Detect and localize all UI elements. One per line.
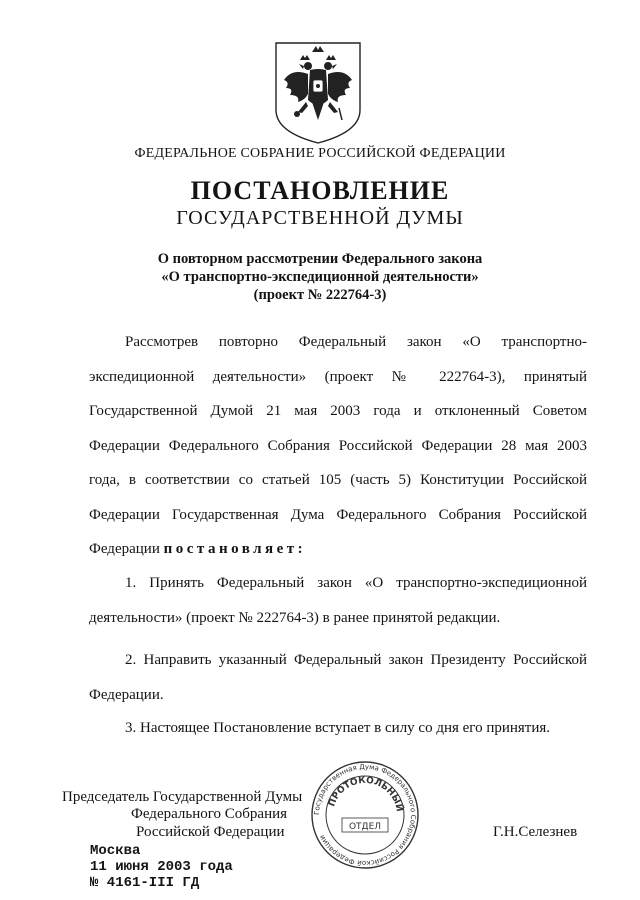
svg-text:ПРОТОКОЛЬНЫЙ: ПРОТОКОЛЬНЫЙ: [327, 775, 404, 813]
svg-text:ОТДЕЛ: ОТДЕЛ: [348, 822, 382, 832]
preamble-line: года, в соответствии со статьей 105 (часть 5) Конституции Российской: [89, 472, 587, 488]
parliament-heading: ФЕДЕРАЛЬНОЕ СОБРАНИЕ РОССИЙСКОЙ ФЕДЕРАЦИИ: [134, 146, 506, 161]
resolves-word: постановляет:: [163, 541, 307, 557]
preamble-last-prefix: Федерации: [89, 541, 160, 557]
preamble-line: Рассмотрев повторно Федеральный закон «О транспортно-: [125, 334, 587, 350]
signing-date: 11 июня 2003 года: [90, 859, 233, 875]
signatory-name: Г.Н.Селезнев: [493, 824, 578, 840]
place-of-signing: Москва: [90, 843, 141, 859]
signatory-title-line-3: Российской Федерации: [136, 824, 285, 840]
item-2: [89, 643, 587, 712]
preamble-line: Государственной Думой 21 мая 2003 года и отклоненный Советом: [89, 403, 587, 419]
item-2-line-2: Федерации.: [89, 686, 164, 703]
document-number: № 4161-III ГД: [90, 875, 200, 891]
item-3: [89, 711, 587, 746]
signatory-title-line-2: Федерального Собрания: [131, 806, 288, 822]
svg-text:Государственная Дума Федеральн: Государственная Дума Федерального Собрания Российской Федерации: [312, 762, 418, 868]
preamble-paragraph: [89, 325, 587, 567]
item-2-line-1: 2. Направить указанный Федеральный закон Президенту Российской: [125, 652, 587, 668]
item-1-line-2: деятельности» (проект № 222764-3) в ранее принятой редакции.: [89, 609, 501, 626]
coat-of-arms-icon: [272, 40, 364, 145]
preamble-line: Федерации Государственная Дума Федерального Собрания Российской: [89, 506, 587, 523]
document-type-title: ПОСТАНОВЛЕНИЕ: [190, 176, 450, 205]
item-1-line-1: 1. Принять Федеральный закон «О транспортно-экспедиционной: [125, 575, 587, 591]
item-1: [89, 566, 587, 635]
subject-line-1: О повторном рассмотрении Федерального закона: [157, 251, 483, 267]
round-seal-stamp: [310, 760, 420, 870]
document-issuer-title: ГОСУДАРСТВЕННОЙ ДУМЫ: [176, 207, 464, 229]
signatory-title-line-1: Председатель Государственной Думы: [62, 789, 303, 805]
item-3-line-1: 3. Настоящее Постановление вступает в силу со дня его принятия.: [125, 720, 551, 736]
preamble-line: Федерации Федерального Собрания Российской Федерации 28 мая 2003: [89, 437, 587, 454]
preamble-last-line: [89, 532, 587, 567]
subject-line-3: (проект № 222764-3): [253, 287, 387, 303]
subject-line-2: «О транспортно-экспедиционной деятельности»: [161, 269, 479, 285]
preamble-line: экспедиционной деятельности» (проект № 222764-3), принятый: [89, 368, 587, 385]
